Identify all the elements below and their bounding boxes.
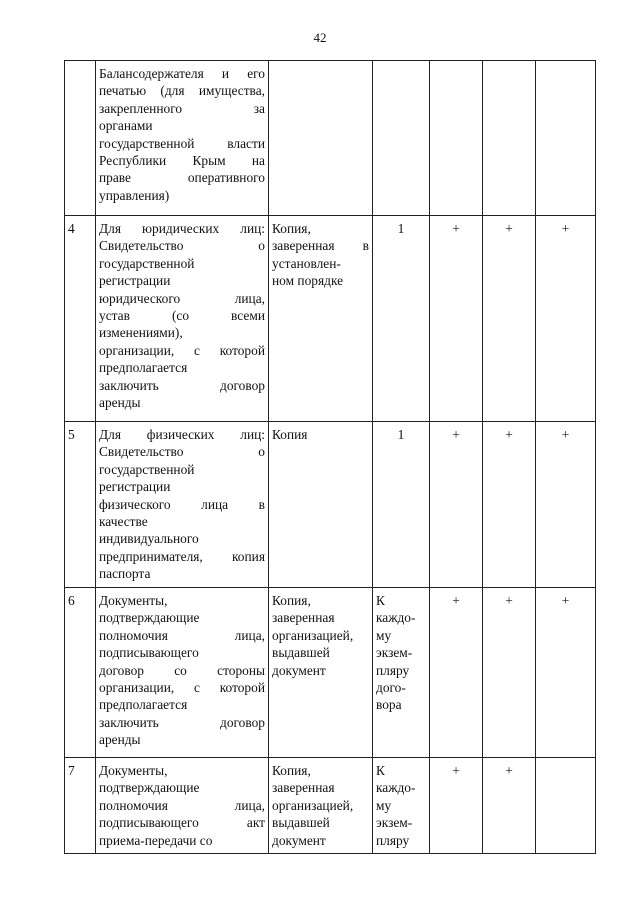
cell-line: регистрации	[99, 479, 171, 495]
cell-line: пляру	[376, 832, 410, 848]
cell-line: документ	[272, 662, 326, 678]
row-number	[65, 61, 96, 216]
cell-line: каждо-	[376, 780, 416, 796]
cell-line: выдавшей	[272, 815, 330, 831]
mark-cell	[483, 61, 536, 216]
cell-line: К	[376, 593, 385, 608]
mark-cell: +	[536, 216, 596, 422]
cell-line: му	[376, 797, 392, 813]
cell-line: государственной	[99, 461, 195, 477]
cell-line: документ	[272, 832, 326, 848]
cell-line: экзем-	[376, 815, 413, 831]
table-row	[65, 758, 596, 854]
document-name-cell	[96, 61, 269, 216]
quantity-cell	[373, 758, 430, 854]
cell-line: государственной власти	[99, 135, 265, 151]
cell-line: дого-	[376, 680, 406, 696]
cell-line: физического лица в	[99, 496, 265, 512]
mark-cell	[536, 758, 596, 854]
mark-cell: +	[483, 758, 536, 854]
cell-line: органами	[99, 118, 153, 134]
cell-line: изменениями),	[99, 325, 183, 341]
cell-line: печатью (для имущества,	[99, 83, 265, 99]
cell-line: устав (со всеми	[99, 308, 265, 324]
mark-cell	[536, 61, 596, 216]
cell-line: вора	[376, 697, 402, 713]
cell-line: заверенная	[272, 610, 335, 626]
cell-line: подписывающего	[99, 645, 199, 661]
quantity-cell	[373, 588, 430, 758]
cell-line: организацией,	[272, 627, 354, 643]
cell-line: праве оперативного	[99, 170, 265, 186]
table-row	[65, 422, 596, 588]
page-number: 42	[313, 30, 327, 45]
mark-cell: +	[483, 422, 536, 588]
quantity-cell	[373, 61, 430, 216]
cell-line: Свидетельство о	[99, 444, 265, 460]
mark-cell: +	[430, 422, 483, 588]
document-form-cell	[269, 758, 373, 854]
cell-line: полномочия лица,	[99, 627, 265, 643]
document-form-cell	[269, 61, 373, 216]
cell-line: заверенная в	[272, 238, 369, 254]
table-row	[65, 61, 596, 216]
cell-line: организацией,	[272, 797, 354, 813]
cell-line: Для физических лиц:	[99, 427, 265, 442]
cell-line: заключить договор	[99, 714, 265, 730]
cell-line: Документы,	[99, 593, 168, 608]
cell-line: закрепленного за	[99, 100, 265, 116]
cell-line: выдавшей	[272, 645, 330, 661]
cell-line: 1	[397, 221, 405, 236]
row-number: 6	[65, 588, 96, 758]
mark-cell: +	[536, 588, 596, 758]
cell-line: ном порядке	[272, 273, 344, 289]
document-name-cell	[96, 422, 269, 588]
cell-line: Копия,	[272, 763, 311, 778]
cell-line: 1	[397, 427, 405, 442]
mark-cell: +	[430, 758, 483, 854]
cell-line: Свидетельство о	[99, 238, 265, 254]
cell-line: управления)	[99, 187, 170, 203]
cell-line: подписывающего акт	[99, 815, 265, 831]
document-form-cell	[269, 422, 373, 588]
document-name-cell	[96, 216, 269, 422]
row-number: 5	[65, 422, 96, 588]
cell-line: предполагается	[99, 697, 188, 713]
document-form-cell	[269, 216, 373, 422]
row-number: 7	[65, 758, 96, 854]
cell-line: предпринимателя, копия	[99, 548, 265, 564]
mark-cell	[430, 61, 483, 216]
cell-line: аренды	[99, 395, 141, 411]
cell-line: паспорта	[99, 566, 151, 582]
cell-line: пляру	[376, 662, 410, 678]
cell-line: Копия,	[272, 593, 311, 608]
table-row	[65, 588, 596, 758]
documents-table	[64, 60, 596, 854]
cell-line: К	[376, 763, 385, 778]
table-row	[65, 216, 596, 422]
cell-line: регистрации	[99, 273, 171, 289]
cell-line: экзем-	[376, 645, 413, 661]
cell-line: индивидуального	[99, 531, 199, 547]
quantity-cell	[373, 422, 430, 588]
row-number: 4	[65, 216, 96, 422]
cell-line: му	[376, 627, 392, 643]
quantity-cell	[373, 216, 430, 422]
cell-line: установлен-	[272, 255, 341, 271]
cell-line: полномочия лица,	[99, 797, 265, 813]
cell-line: организации, с которой	[99, 342, 265, 358]
cell-line: заверенная	[272, 780, 335, 796]
cell-line: Для юридических лиц:	[99, 221, 265, 236]
cell-line: Балансодержателя и его	[99, 66, 265, 81]
cell-line: договор со стороны	[99, 662, 265, 678]
document-name-cell	[96, 758, 269, 854]
mark-cell: +	[536, 422, 596, 588]
cell-line: подтверждающие	[99, 610, 200, 626]
mark-cell: +	[483, 216, 536, 422]
document-form-cell	[269, 588, 373, 758]
cell-line: подтверждающие	[99, 780, 200, 796]
document-name-cell	[96, 588, 269, 758]
cell-line: аренды	[99, 732, 141, 748]
cell-line: юридического лица,	[99, 290, 265, 306]
mark-cell: +	[430, 216, 483, 422]
mark-cell: +	[430, 588, 483, 758]
cell-line: приема-передачи со	[99, 832, 213, 848]
cell-line: Копия	[272, 427, 308, 442]
cell-line: государственной	[99, 255, 195, 271]
cell-line: каждо-	[376, 610, 416, 626]
mark-cell: +	[483, 588, 536, 758]
cell-line: качестве	[99, 514, 148, 530]
cell-line: предполагается	[99, 360, 188, 376]
cell-line: заключить договор	[99, 377, 265, 393]
cell-line: организации, с которой	[99, 680, 265, 696]
cell-line: Документы,	[99, 763, 168, 778]
cell-line: Республики Крым на	[99, 153, 265, 169]
cell-line: Копия,	[272, 221, 311, 236]
